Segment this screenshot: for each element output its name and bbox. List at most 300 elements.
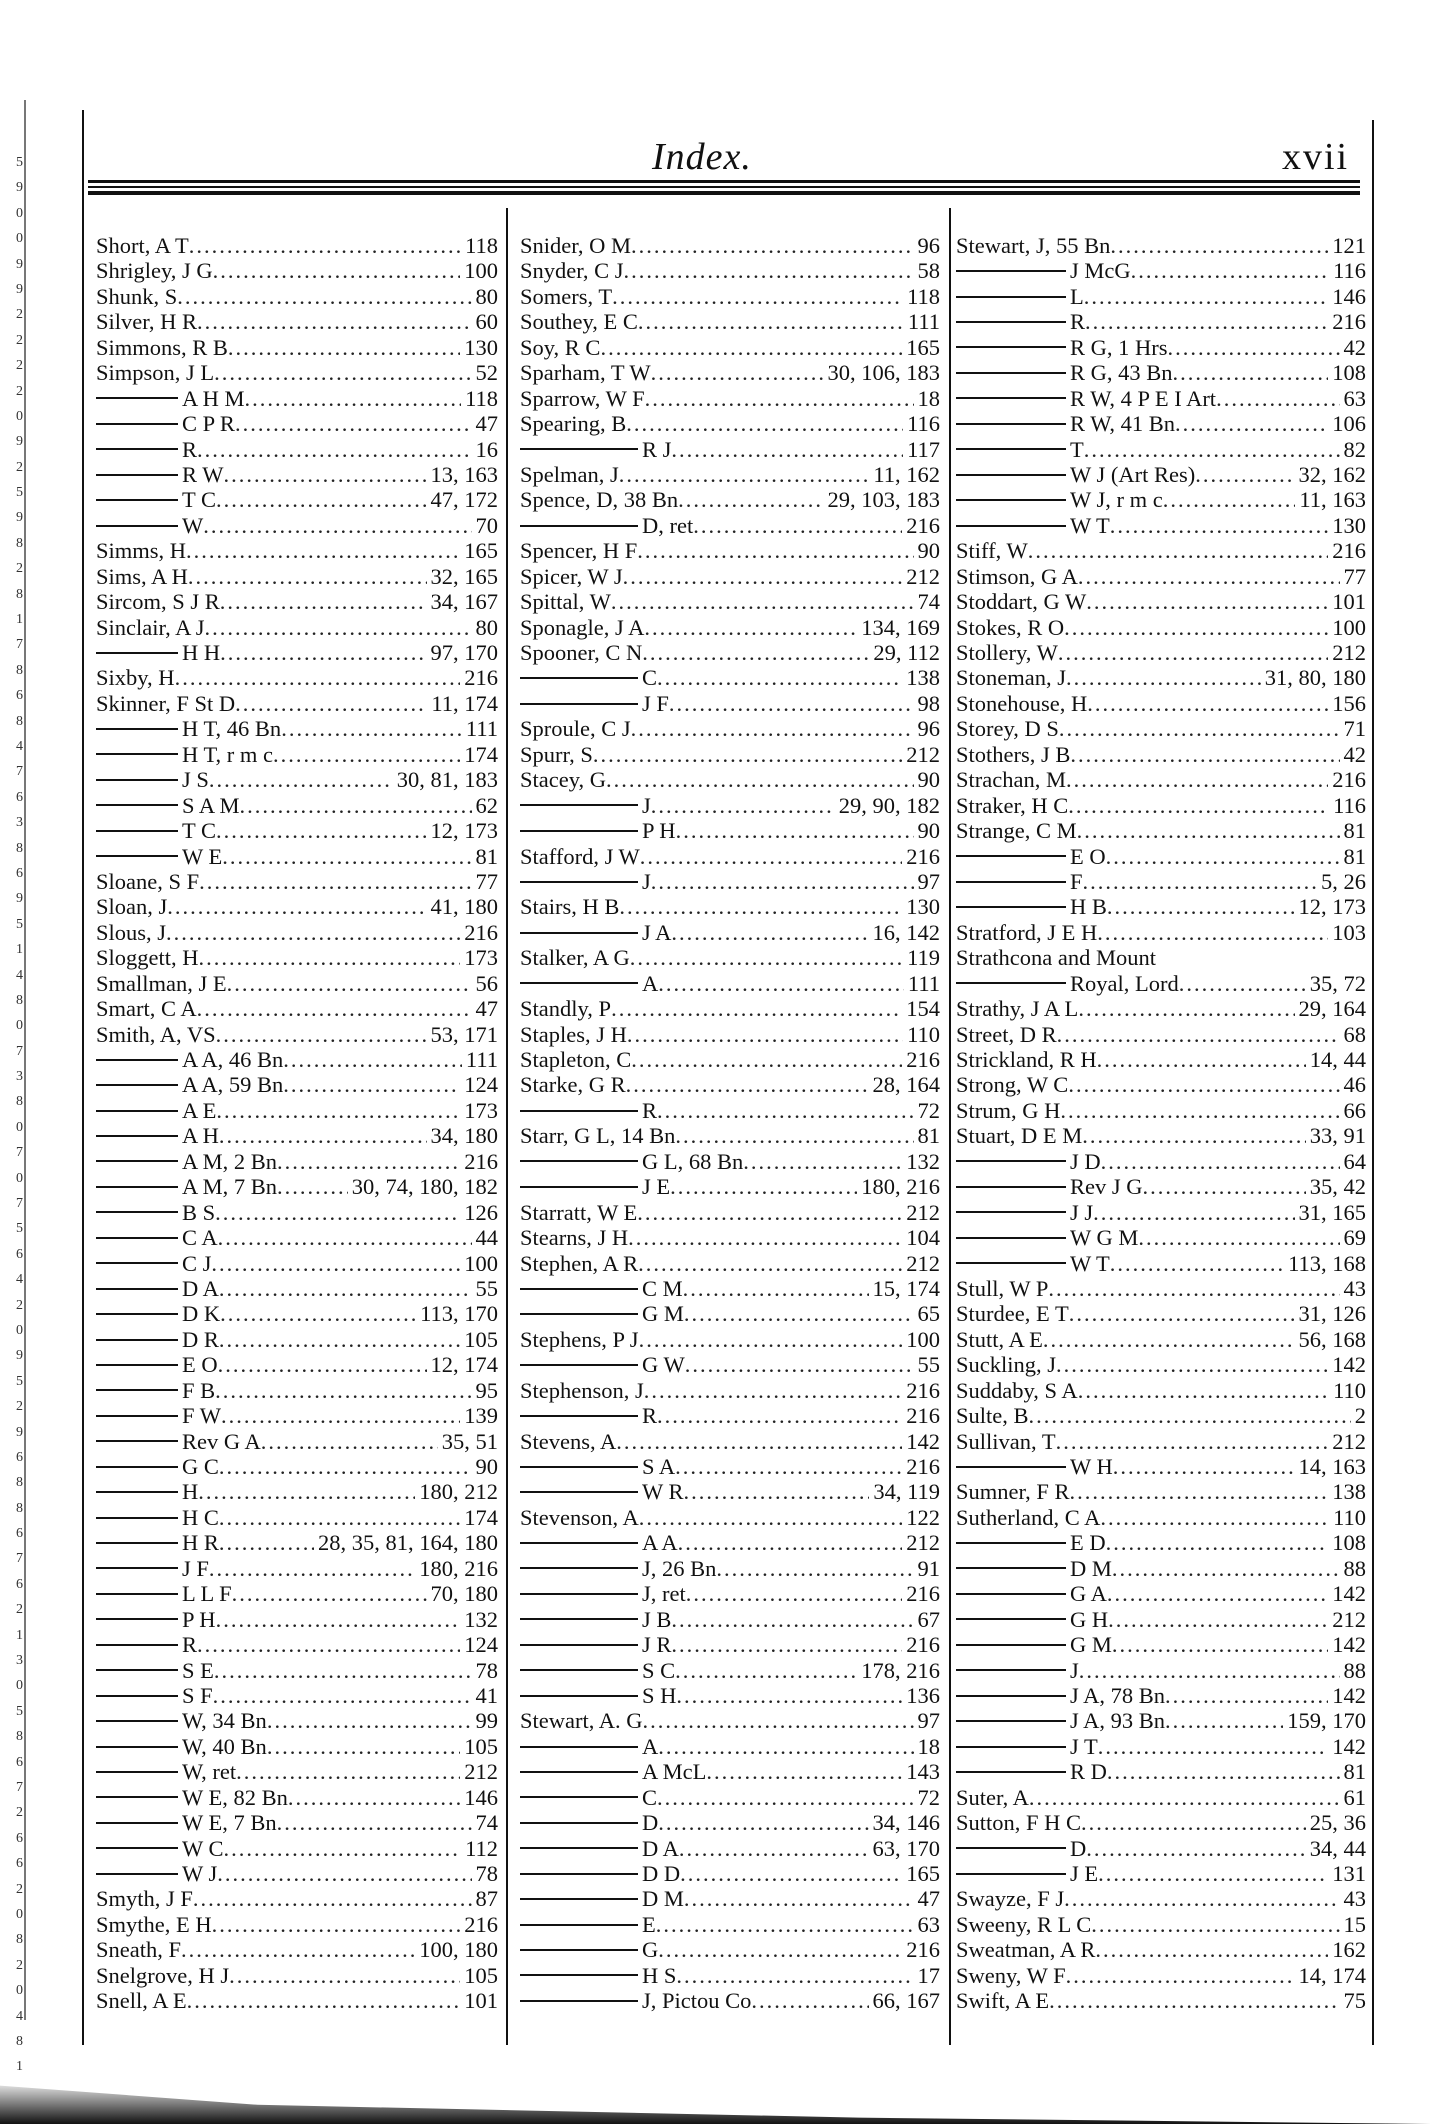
entry-name: G H: [1070, 1606, 1109, 1632]
entry-name: D A: [642, 1835, 679, 1861]
index-entry: [956, 665, 1366, 690]
index-entry: [956, 1937, 1366, 1962]
entry-name: G W: [642, 1352, 685, 1378]
entry-name: Stull, W P: [956, 1275, 1049, 1301]
index-entry: [520, 1505, 940, 1530]
entry-pages: 35, 72: [1309, 970, 1366, 996]
index-entry: [520, 487, 940, 512]
leader-dots: [675, 1658, 857, 1683]
margin-digit: 2: [16, 332, 22, 348]
leader-dots: [1138, 1225, 1339, 1250]
entry-pages: 14, 44: [1309, 1047, 1366, 1072]
entry-pages: 132: [906, 1148, 940, 1174]
margin-digit: 5: [16, 916, 22, 932]
entry-pages: 69: [1343, 1225, 1366, 1251]
entry-pages: 134, 169: [861, 614, 940, 640]
entry-name: Stevenson, A: [520, 1504, 639, 1530]
leader-dots: [1107, 1759, 1340, 1784]
ditto-dash: [956, 1644, 1066, 1646]
entry-pages: 104: [906, 1225, 940, 1251]
index-entry: [520, 411, 940, 436]
entry-pages: 90: [917, 538, 940, 564]
ditto-dash: [956, 1160, 1066, 1162]
entry-pages: 11, 163: [1299, 487, 1366, 513]
entry-name: A A, 59 Bn: [182, 1072, 284, 1098]
index-entry: [520, 1861, 940, 1886]
index-entry: [520, 360, 940, 385]
leader-dots: [220, 640, 426, 665]
index-entry: [956, 1047, 1366, 1072]
ditto-dash: [520, 1669, 638, 1671]
entry-name: J, Pictou Co: [642, 1988, 752, 2014]
entry-name: Spence, D, 38 Bn: [520, 487, 679, 513]
index-entry: [520, 1658, 940, 1683]
entry-name: T: [1070, 436, 1084, 462]
ditto-dash: [96, 779, 178, 781]
index-entry: [96, 1072, 498, 1097]
leader-dots: [671, 1607, 913, 1632]
leader-dots: [684, 1301, 914, 1326]
index-entry: [520, 1530, 940, 1555]
entry-pages: 146: [1332, 283, 1366, 309]
entry-pages: 126: [464, 1199, 498, 1225]
leader-dots: [188, 564, 427, 589]
leader-dots: [1082, 1123, 1306, 1148]
entry-pages: 74: [475, 1810, 498, 1836]
entry-pages: 124: [464, 1632, 498, 1658]
leader-dots: [657, 1403, 902, 1428]
index-entry: [520, 564, 940, 589]
entry-name: Stevens, A: [520, 1428, 617, 1454]
entry-pages: 174: [464, 741, 498, 767]
leader-dots: [640, 844, 902, 869]
entry-pages: 60: [475, 309, 498, 335]
entry-name: Suckling, J: [956, 1352, 1057, 1378]
entry-pages: 41, 180: [430, 894, 498, 920]
index-entry: [96, 1759, 498, 1784]
entry-pages: 88: [1343, 1657, 1366, 1683]
leader-dots: [1091, 1912, 1339, 1937]
ditto-dash: [520, 1415, 638, 1417]
margin-digit: 2: [16, 1957, 22, 1973]
entry-pages: 100: [464, 1250, 498, 1276]
ditto-dash: [520, 1898, 638, 1900]
entry-pages: 138: [1332, 1479, 1366, 1505]
entry-pages: 142: [1332, 1352, 1366, 1378]
leader-dots: [261, 1429, 438, 1454]
entry-name: H T, r m c: [182, 741, 274, 767]
entry-name: J B: [642, 1606, 672, 1632]
ditto-dash: [520, 804, 638, 806]
entry-pages: 56: [475, 970, 498, 996]
entry-pages: 130: [464, 334, 498, 360]
index-entry: [520, 538, 940, 563]
margin-digit: 8: [16, 1475, 22, 1491]
entry-name: Starratt, W E: [520, 1199, 638, 1225]
entry-name: Straker, H C: [956, 792, 1069, 818]
index-entry: [956, 360, 1366, 385]
entry-pages: 14, 174: [1298, 1962, 1366, 1988]
entry-pages: 119: [907, 945, 940, 971]
entry-name: A A: [642, 1530, 678, 1556]
entry-pages: 29, 90, 182: [838, 792, 940, 818]
entry-pages: 101: [1332, 589, 1366, 615]
entry-pages: 64: [1343, 1148, 1366, 1174]
leader-dots: [1086, 589, 1328, 614]
index-entry: [520, 920, 940, 945]
entry-pages: 90: [475, 1454, 498, 1479]
margin-digit: 7: [16, 1196, 22, 1212]
index-entry: [520, 1988, 940, 2013]
index-entry: [520, 818, 940, 843]
leader-dots: [1165, 1708, 1283, 1733]
index-entry: [956, 691, 1366, 716]
entry-pages: 74: [917, 589, 940, 615]
entry-name: Stonehouse, H: [956, 690, 1088, 716]
leader-dots: [671, 437, 903, 462]
index-entry: [956, 437, 1366, 462]
leader-dots: [628, 1225, 902, 1250]
leader-dots: [639, 1505, 902, 1530]
index-column-3: [956, 233, 1366, 2014]
entry-pages: 142: [1332, 1632, 1366, 1658]
entry-name: Sumner, F R: [956, 1479, 1070, 1505]
index-entry: [96, 894, 498, 919]
leader-dots: [676, 818, 914, 843]
leader-dots: [686, 1581, 903, 1606]
ditto-dash: [520, 1567, 638, 1569]
index-entry: [956, 309, 1366, 334]
leader-dots: [197, 437, 471, 462]
leader-dots: [1095, 1937, 1328, 1962]
entry-name: E: [642, 1911, 656, 1937]
entry-name: P H: [642, 818, 676, 844]
ditto-dash: [520, 1593, 638, 1595]
leader-dots: [1059, 716, 1340, 741]
leader-dots: [213, 1683, 472, 1708]
margin-digit: 8: [16, 840, 22, 856]
ditto-dash: [956, 1262, 1066, 1264]
entry-name: Sulte, B: [956, 1403, 1029, 1429]
entry-pages: 12, 173: [430, 818, 498, 844]
entry-name: Stewart, J, 55 Bn: [956, 233, 1111, 258]
entry-pages: 146: [464, 1784, 498, 1810]
ditto-dash: [956, 372, 1066, 374]
entry-name: R G, 1 Hrs: [1070, 334, 1168, 360]
margin-digit: 2: [16, 307, 22, 323]
leader-dots: [212, 1912, 461, 1937]
leader-dots: [1086, 1836, 1306, 1861]
entry-name: Silver, H R: [96, 309, 197, 335]
entry-name: G M: [1070, 1632, 1112, 1658]
ditto-dash: [96, 1364, 178, 1366]
entry-name: Sutton, F H C: [956, 1810, 1082, 1836]
entry-pages: 53, 171: [430, 1021, 498, 1047]
index-entry: [956, 1785, 1366, 1810]
entry-name: Sinclair, A J: [96, 614, 205, 640]
index-entry: [956, 1225, 1366, 1250]
index-entry: [520, 1581, 940, 1606]
index-entry: [96, 284, 498, 309]
entry-name: Stoddart, G W: [956, 589, 1087, 615]
entry-pages: 70, 180: [430, 1581, 498, 1607]
index-entry: [96, 996, 498, 1021]
margin-digit: 2: [16, 561, 22, 577]
index-entry: [956, 1836, 1366, 1861]
entry-pages: 216: [906, 1377, 940, 1403]
margin-digit: 8: [16, 1500, 22, 1516]
leader-dots: [1168, 335, 1340, 360]
index-entry: [96, 716, 498, 741]
leader-dots: [1069, 1301, 1295, 1326]
entry-pages: 58: [917, 258, 940, 284]
index-entry: [520, 1403, 940, 1428]
entry-name: J J: [1070, 1199, 1094, 1225]
entry-name: Stapleton, C: [520, 1047, 632, 1072]
entry-pages: 66: [1343, 1097, 1366, 1123]
entry-name: A M, 2 Bn: [182, 1148, 278, 1174]
entry-name: Strong, W C: [956, 1072, 1069, 1098]
entry-pages: 142: [1332, 1581, 1366, 1607]
entry-pages: 216: [464, 1148, 498, 1174]
index-entry: [96, 1225, 498, 1250]
entry-pages: 216: [906, 1632, 940, 1658]
ditto-dash: [956, 1746, 1066, 1748]
leader-dots: [1066, 1963, 1295, 1988]
margin-digit: 9: [16, 891, 22, 907]
entry-pages: 91: [917, 1555, 940, 1581]
leader-dots: [216, 487, 427, 512]
entry-pages: 101: [464, 1988, 498, 2014]
leader-dots: [1029, 1403, 1351, 1428]
entry-pages: 42: [1343, 334, 1366, 360]
ditto-dash: [956, 397, 1066, 399]
leader-dots: [1107, 1581, 1328, 1606]
entry-pages: 216: [906, 1581, 940, 1607]
index-entry: [96, 1123, 498, 1148]
index-entry: [956, 971, 1366, 996]
entry-pages: 65: [917, 1301, 940, 1327]
index-entry: [96, 1861, 498, 1886]
entry-name: W, 34 Bn: [182, 1708, 267, 1734]
left-page-edge: [24, 100, 26, 2020]
entry-pages: 41: [475, 1682, 498, 1708]
index-entry: [520, 589, 940, 614]
entry-pages: 68: [1343, 1021, 1366, 1047]
leader-dots: [1165, 1683, 1328, 1708]
entry-pages: 116: [1333, 792, 1366, 818]
index-entry: [956, 1683, 1366, 1708]
entry-pages: 131: [1332, 1861, 1366, 1886]
index-entry: [520, 665, 940, 690]
index-entry: [96, 462, 498, 487]
ditto-dash: [96, 1415, 178, 1417]
entry-pages: 180, 216: [419, 1555, 498, 1581]
leader-dots: [181, 1937, 415, 1962]
leader-dots: [1079, 1658, 1340, 1683]
index-entry: [96, 767, 498, 792]
leader-dots: [1098, 1734, 1329, 1759]
margin-digit: 8: [16, 535, 22, 551]
ditto-dash: [956, 1211, 1066, 1213]
margin-digit: 9: [16, 510, 22, 526]
leader-dots: [1070, 742, 1339, 767]
entry-name: Sweeny, R L C: [956, 1911, 1092, 1937]
margin-digit: 2: [16, 358, 22, 374]
index-entry: [956, 462, 1366, 487]
leader-dots: [283, 1047, 462, 1072]
ditto-dash: [520, 1695, 638, 1697]
entry-pages: 100: [1332, 614, 1366, 640]
index-entry: [956, 894, 1366, 919]
ditto-dash: [96, 448, 178, 450]
entry-pages: 99: [475, 1708, 498, 1734]
ditto-dash: [96, 1466, 178, 1468]
leader-dots: [199, 869, 471, 894]
margin-digit: 2: [16, 1602, 22, 1618]
entry-name: Sloan, J: [96, 894, 168, 920]
margin-digit: 3: [16, 1069, 22, 1085]
entry-name: Slous, J: [96, 919, 167, 945]
ditto-dash: [520, 1644, 638, 1646]
frame-left-line: [82, 110, 84, 2045]
index-entry: [956, 1530, 1366, 1555]
leader-dots: [1068, 1072, 1339, 1097]
entry-name: W R: [642, 1479, 684, 1505]
entry-name: J F: [642, 690, 669, 716]
index-entry: [956, 818, 1366, 843]
margin-digit: 0: [16, 1119, 22, 1135]
entry-pages: 118: [907, 283, 940, 309]
entry-pages: 100, 180: [419, 1937, 498, 1963]
entry-name: A E: [182, 1097, 217, 1123]
entry-name: R: [642, 1403, 658, 1429]
index-entry: [96, 1734, 498, 1759]
margin-digit: 2: [16, 1805, 22, 1821]
index-entry: [96, 1505, 498, 1530]
entry-name: Smart, C A: [96, 996, 197, 1022]
index-entry: [96, 1301, 498, 1326]
leader-dots: [644, 615, 857, 640]
entry-pages: 212: [906, 741, 940, 767]
ditto-dash: [520, 1822, 638, 1824]
margin-digit: 0: [16, 408, 22, 424]
entry-pages: 142: [906, 1428, 940, 1454]
entry-name: B S: [182, 1199, 216, 1225]
margin-digit: 7: [16, 1780, 22, 1795]
margin-digit: 6: [16, 1449, 22, 1465]
index-entry: [96, 1836, 498, 1861]
entry-name: W G M: [1070, 1225, 1139, 1251]
index-entry: [96, 258, 498, 283]
entry-name: Soy, R C: [520, 334, 601, 360]
entry-pages: 12, 173: [1298, 894, 1366, 920]
entry-name: Snell, A E: [96, 1988, 187, 2014]
entry-pages: 116: [907, 411, 940, 437]
ditto-dash: [96, 1720, 178, 1722]
index-entry: [96, 1047, 498, 1072]
entry-pages: 216: [1332, 538, 1366, 564]
leader-dots: [167, 894, 426, 919]
index-entry: [520, 284, 940, 309]
margin-digit: 9: [16, 434, 22, 450]
leader-dots: [693, 513, 902, 538]
index-entry: [520, 1378, 940, 1403]
index-entry: [520, 1759, 940, 1784]
margin-digit: 9: [16, 1424, 22, 1440]
header-rule: [88, 186, 1360, 188]
entry-pages: 47: [475, 996, 498, 1022]
leader-dots: [1143, 1174, 1306, 1199]
ditto-dash: [96, 1084, 178, 1086]
leader-dots: [639, 1327, 903, 1352]
entry-pages: 81: [1343, 1759, 1366, 1785]
entry-name: Staples, J H: [520, 1021, 627, 1047]
entry-pages: 30, 106, 183: [827, 360, 940, 386]
index-entry: [96, 335, 498, 360]
index-entry: [520, 1912, 940, 1937]
entry-name: D D: [642, 1861, 681, 1886]
entry-pages: 108: [1332, 360, 1366, 386]
index-entry: [96, 1479, 498, 1504]
index-entry: [520, 1556, 940, 1581]
leader-dots: [600, 335, 902, 360]
index-entry: [956, 1174, 1366, 1199]
index-entry: [96, 640, 498, 665]
leader-dots: [657, 665, 902, 690]
entry-name: H: [182, 1479, 199, 1505]
ditto-dash: [520, 1491, 638, 1493]
leader-dots: [175, 665, 461, 690]
leader-dots: [671, 920, 868, 945]
leader-dots: [706, 1759, 902, 1784]
index-entry: [956, 1505, 1366, 1530]
margin-digit: 6: [16, 1856, 22, 1872]
entry-name: Stothers, J B: [956, 741, 1071, 767]
entry-name: Stephenson, J: [520, 1377, 644, 1403]
index-entry: [96, 1708, 498, 1733]
ditto-dash: [956, 881, 1066, 883]
entry-pages: 111: [907, 970, 940, 996]
entry-pages: 35, 51: [441, 1428, 498, 1454]
entry-pages: 173: [464, 1097, 498, 1123]
entry-name: Strathy, J A L: [956, 996, 1079, 1022]
entry-name: J, 26 Bn: [642, 1555, 717, 1581]
margin-digit: 1: [16, 2059, 22, 2075]
entry-name: Spittal, W: [520, 589, 611, 615]
index-entry: [956, 1429, 1366, 1454]
index-entry: [520, 1352, 940, 1377]
entry-name: R G, 43 Bn: [1070, 360, 1173, 386]
entry-name: R D: [1070, 1759, 1107, 1785]
entry-pages: 34, 180: [430, 1123, 498, 1149]
index-entry: [956, 1759, 1366, 1784]
leader-dots: [676, 1963, 913, 1988]
entry-pages: 110: [1333, 1377, 1366, 1403]
index-entry: [520, 1836, 940, 1861]
entry-name: T C: [182, 818, 216, 844]
ditto-dash: [520, 1924, 638, 1926]
leader-dots: [1112, 1556, 1340, 1581]
entry-name: G L, 68 Bn: [642, 1148, 744, 1174]
entry-pages: 2: [1354, 1403, 1366, 1429]
index-entry: [96, 1378, 498, 1403]
entry-pages: 113, 170: [420, 1301, 498, 1327]
index-entry: [520, 640, 940, 665]
column-divider: [506, 208, 508, 2045]
entry-name: F B: [182, 1377, 216, 1403]
entry-pages: 42: [1343, 741, 1366, 767]
